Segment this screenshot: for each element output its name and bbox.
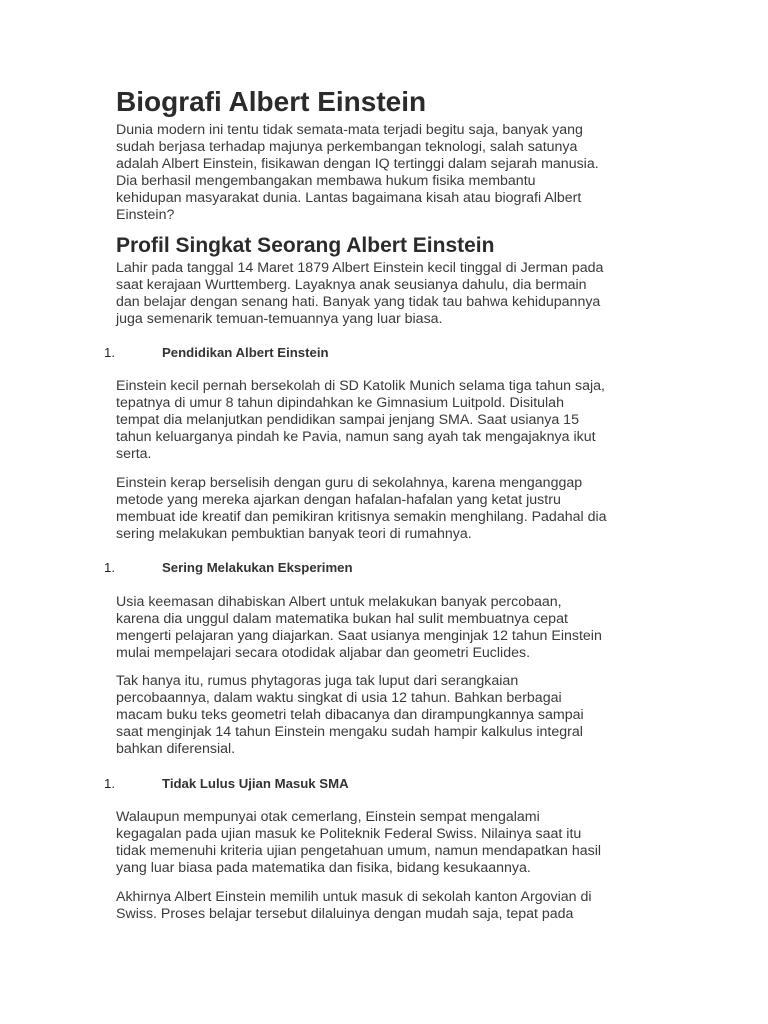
text-line: Einstein kerap berselisih dengan guru di sekolahnya, karena menganggap [116,475,583,491]
text-line: sering melakukan pembuktian banyak teori di rumahnya. [116,525,472,542]
text-line: serta. [116,445,152,462]
text-line: membuat ide kreatif dan pemikiran kritisnya semakin menghilang. Padahal dia [116,508,607,525]
list-number: 1. [104,345,115,360]
text-line: tepatnya di umur 8 tahun dipindahkan ke Gimnasium Luitpold. Disitulah [116,394,564,411]
text-line: Usia keemasan dihabiskan Albert untuk melakukan banyak percobaan, [116,594,562,610]
paragraph [116,889,676,923]
text-line: Swiss. Proses belajar tersebut dilaluinya dengan mudah saja, tepat pada [116,905,574,922]
text-line: Lahir pada tanggal 14 Maret 1879 Albert Einstein kecil tinggal di Jerman pada [116,260,604,276]
list-item-title: Sering Melakukan Eksperimen [162,560,353,575]
text-line: mengerti pelajaran yang diajarkan. Saat usianya menginjak 12 tahun Einstein [116,627,602,644]
text-line: mulai mempelajari secara otodidak aljabar dan geometri Euclides. [116,644,531,661]
text-line: juga semenarik temuan-temuannya yang luar biasa. [116,310,443,327]
text-line: karena dia unggul dalam matematika bukan hal sulit membuatnya cepat [116,610,568,627]
paragraph [116,475,676,543]
text-line: Akhirnya Albert Einstein memilih untuk masuk di sekolah kanton Argovian di [116,889,592,905]
text-line: Walaupun mempunyai otak cemerlang, Einstein sempat mengalami [116,809,540,825]
text-line: sudah berjasa terhadap majunya perkembangan teknologi, salah satunya [116,138,578,155]
paragraph [116,809,676,877]
text-line: kegagalan pada ujian masuk ke Politeknik Federal Swiss. Nilainya saat itu [116,825,582,842]
text-line: tidak memenuhi kriteria ujian pengetahuan umum, namun mendapatkan hasil [116,842,602,859]
text-line: Tak hanya itu, rumus phytagoras juga tak luput dari serangkaian [116,673,519,689]
text-line: macam buku teks geometri telah dibacanya dan dirampungkannya sampai [116,706,584,723]
text-line: Dia berhasil mengembangakan membawa hukum fisika membantu [116,172,536,189]
text-line: tahun keluarganya pindah ke Pavia, namun sang ayah tak mengajaknya ikut [116,428,596,445]
text-line: Dunia modern ini tentu tidak semata-mata terjadi begitu saja, banyak yang [116,122,583,138]
text-line: metode yang mereka ajarkan dengan hafalan-hafalan yang ketat justru [116,491,561,508]
paragraph [116,378,676,463]
page-title: Biografi Albert Einstein [116,86,427,117]
paragraph [116,673,676,758]
text-line: kehidupan masyarakat dunia. Lantas bagaimana kisah atau biografi Albert [116,189,582,206]
intro-paragraph [116,122,676,223]
section-heading: Profil Singkat Seorang Albert Einstein [116,234,495,257]
text-line: adalah Albert Einstein, fisikawan dengan IQ tertinggi dalam sejarah manusia. [116,155,599,172]
list-number: 1. [104,776,115,791]
text-line: Einstein kecil pernah bersekolah di SD Katolik Munich selama tiga tahun saja, [116,378,605,394]
text-line: tempat dia melanjutkan pendidikan sampai jenjang SMA. Saat usianya 15 [116,411,579,428]
text-line: Einstein? [116,206,175,223]
text-line: percobaannya, dalam waktu singkat di usia 12 tahun. Bahkan berbagai [116,689,562,706]
text-line: yang luar biasa pada matematika dan fisika, bidang kesukaannya. [116,859,531,876]
list-item-title: Tidak Lulus Ujian Masuk SMA [162,776,349,791]
paragraph [116,594,676,662]
text-line: bahkan diferensial. [116,740,236,757]
list-item-title: Pendidikan Albert Einstein [162,345,329,360]
list-number: 1. [104,560,115,575]
profile-paragraph [116,260,676,328]
text-line: saat kerajaan Wurttemberg. Layaknya anak seusianya dahulu, dia bermain [116,276,587,293]
text-line: saat menginjak 14 tahun Einstein mengaku sudah hampir kalkulus integral [116,723,583,740]
text-line: dan belajar dengan senang hati. Banyak yang tidak tau bahwa kehidupannya [116,293,601,310]
